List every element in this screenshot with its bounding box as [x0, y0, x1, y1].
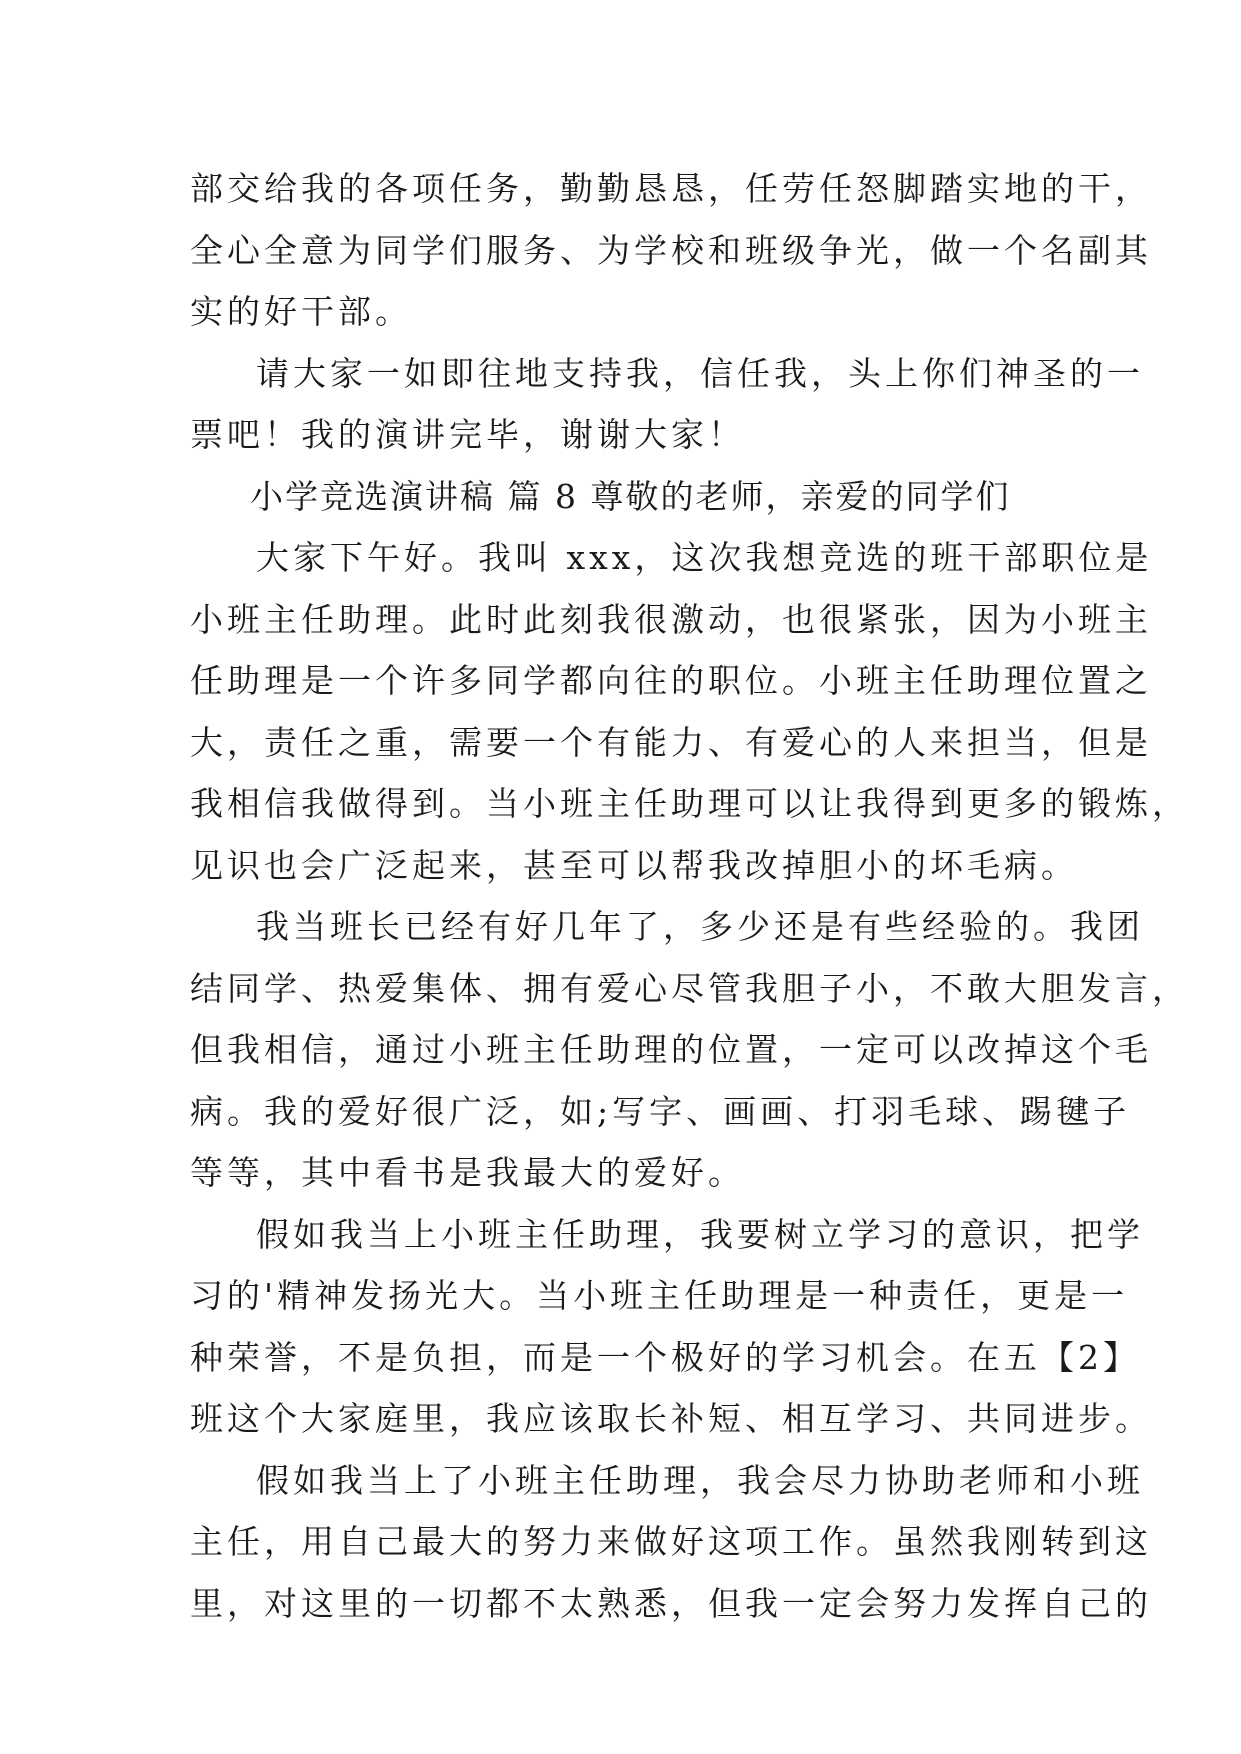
text-line: 小班主任助理。此时此刻我很激动，也很紧张，因为小班主 [190, 599, 1152, 639]
text-line: 班这个大家庭里，我应该取长补短、相互学习、共同进步。 [190, 1399, 1152, 1438]
paragraph-start-line: 我当班长已经有好几年了，多少还是有些经验的。我团 [256, 907, 1144, 946]
paragraph-start-line: 请大家一如即往地支持我，信任我，头上你们神圣的一 [256, 353, 1144, 393]
text-line: 主任，用自己最大的努力来做好这项工作。虽然我刚转到这 [190, 1522, 1152, 1561]
document-body [190, 158, 1189, 1634]
text-line: 部交给我的各项任务，勤勤恳恳，任劳任怒脚踏实地的干， [190, 169, 1152, 208]
paragraph-start-line: 大家下午好。我叫 xxx，这次我想竞选的班干部职位是 [256, 538, 1153, 577]
text-line: 等等，其中看书是我最大的爱好。 [190, 1153, 745, 1192]
text-line: 票吧！我的演讲完毕，谢谢大家！ [190, 415, 745, 454]
paragraph-start-line: 假如我当上了小班主任助理，我会尽力协助老师和小班 [256, 1460, 1144, 1500]
text-line: 全心全意为同学们服务、为学校和班级争光，做一个名副其 [190, 230, 1152, 270]
text-line: 习的'精神发扬光大。当小班主任助理是一种责任，更是一 [190, 1276, 1129, 1315]
text-line: 病。我的爱好很广泛，如;写字、画画、打羽毛球、踢毽子 [190, 1091, 1131, 1131]
text-line: 我相信我做得到。当小班主任助理可以让我得到更多的锻炼， [190, 784, 1189, 823]
section-heading: 小学竞选演讲稿 篇 8 尊敬的老师，亲爱的同学们 [250, 476, 1011, 516]
text-line: 里，对这里的一切都不太熟悉，但我一定会努力发挥自己的 [190, 1583, 1152, 1623]
text-line: 见识也会广泛起来，甚至可以帮我改掉胆小的坏毛病。 [190, 845, 1078, 885]
text-line: 任助理是一个许多同学都向往的职位。小班主任助理位置之 [190, 661, 1152, 700]
text-line: 实的好干部。 [190, 292, 412, 331]
paragraph-start-line: 假如我当上小班主任助理，我要树立学习的意识，把学 [256, 1214, 1144, 1254]
text-line: 结同学、热爱集体、拥有爱心尽管我胆子小，不敢大胆发言， [190, 968, 1189, 1008]
text-line: 但我相信，通过小班主任助理的位置，一定可以改掉这个毛 [190, 1030, 1152, 1069]
text-line: 种荣誉，不是负担，而是一个极好的学习机会。在五【2】 [190, 1337, 1140, 1377]
text-line: 大，责任之重，需要一个有能力、有爱心的人来担当，但是 [190, 722, 1152, 762]
